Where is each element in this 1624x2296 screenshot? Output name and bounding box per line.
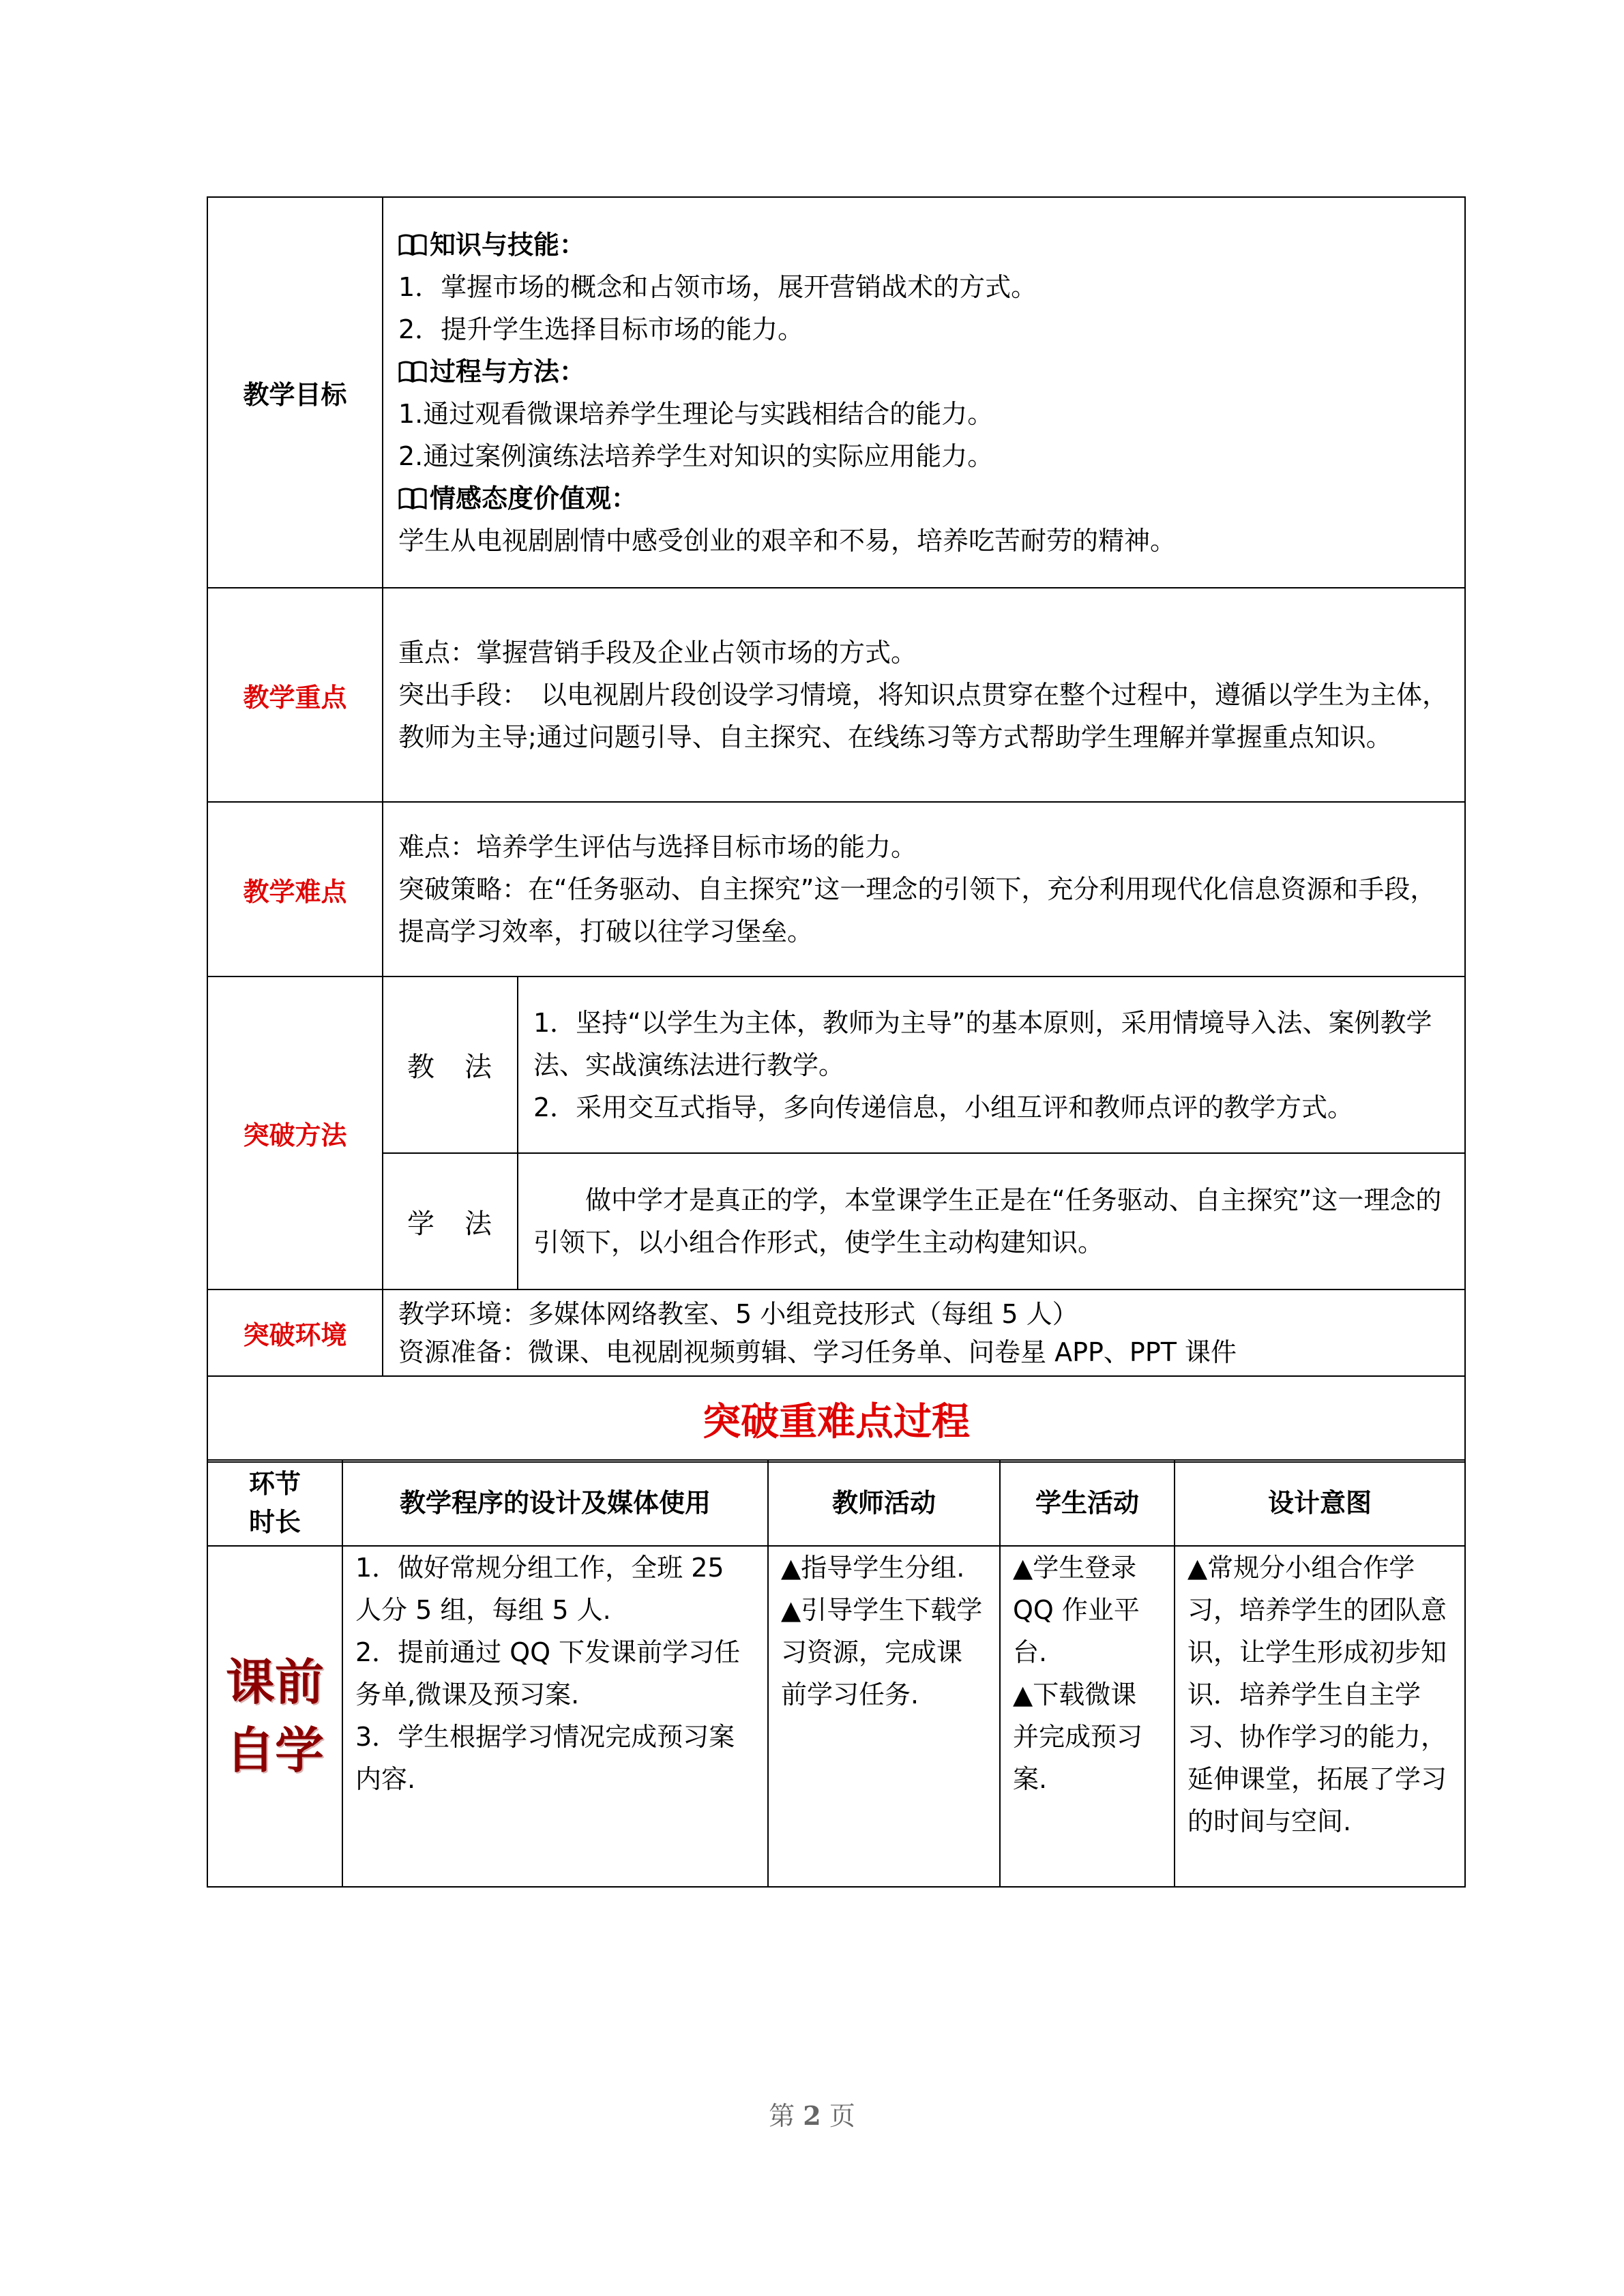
book-icon bbox=[398, 234, 427, 256]
difficulty-line: 难点：培养学生评估与选择目标市场的能力。 bbox=[398, 832, 917, 862]
intent-header: 设计意图 bbox=[1175, 1460, 1465, 1546]
design-item: 1．做好常规分组工作，全班 25 人分 5 组，每组 5 人. bbox=[355, 1553, 724, 1625]
knowledge-item: 1．掌握市场的概念和占领市场，展开营销战术的方式。 bbox=[398, 271, 1037, 302]
learning-method-label: 学 法 bbox=[383, 1153, 518, 1289]
learning-method-text: 做中学才是真正的学，本堂课学生正是在“任务驱动、自主探究”这一理念的引领下，以小组合作形式，使学生主动构建知识。 bbox=[533, 1185, 1442, 1257]
process-title-row bbox=[207, 1376, 1465, 1462]
process-section-title: 突破重难点过程 bbox=[207, 1376, 1465, 1462]
environment-content bbox=[383, 1289, 1465, 1376]
lesson-plan-table bbox=[207, 196, 1466, 1463]
difficulties-content bbox=[383, 802, 1465, 976]
design-item: 3．学生根据学习情况完成预习案内容. bbox=[355, 1722, 735, 1794]
key-point-line: 重点：掌握营销手段及企业占领市场的方式。 bbox=[398, 638, 917, 668]
teaching-method-item: 1．坚持“以学生为主体，教师为主导”的基本原则，采用情境导入法、案例教学法、实战演练法进行教学。 bbox=[533, 1007, 1432, 1080]
environment-line: 资源准备：微课、电视剧视频剪辑、学习任务单、问卷星 APP、PPT 课件 bbox=[398, 1337, 1237, 1367]
process-item: 1.通过观看微课培养学生理论与实践相结合的能力。 bbox=[398, 398, 994, 429]
knowledge-item: 2．提升学生选择目标市场的能力。 bbox=[398, 314, 804, 344]
difficulty-line: 突破策略：在“任务驱动、自主探究”这一理念的引领下，充分利用现代化信息资源和手段，提高学习效率，打破以往学习堡垒。 bbox=[398, 874, 1436, 946]
key-points-label: 教学重点 bbox=[207, 588, 383, 802]
emotion-item: 学生从电视剧剧情中感受创业的艰辛和不易，培养吃苦耐劳的精神。 bbox=[398, 525, 1177, 556]
environment-line: 教学环境：多媒体网络教室、5 小组竞技形式（每组 5 人） bbox=[398, 1298, 1078, 1329]
objectives-label: 教学目标 bbox=[207, 197, 383, 588]
intent-cell bbox=[1175, 1546, 1465, 1887]
key-points-row bbox=[207, 588, 1465, 802]
design-item: 2．提前通过 QQ 下发课前学习任务单,微课及预习案. bbox=[355, 1637, 741, 1710]
key-point-line: 突出手段： 以电视剧片段创设学习情境，将知识点贯穿在整个过程中，遵循以学生为主体，教师为主导;通过问题引导、自主探究、在线练习等方式帮助学生理解并掌握重点知识。 bbox=[398, 680, 1449, 752]
difficulties-label: 教学难点 bbox=[207, 802, 383, 976]
process-table bbox=[207, 1459, 1466, 1888]
book-icon bbox=[398, 361, 427, 383]
teacher-item: ▲指导学生分组. bbox=[781, 1553, 965, 1583]
teaching-method-label: 教 法 bbox=[383, 976, 518, 1153]
objectives-content bbox=[383, 197, 1465, 588]
difficulties-row bbox=[207, 802, 1465, 976]
emotion-heading: 情感态度价值观： bbox=[398, 477, 1449, 520]
process-heading: 过程与方法： bbox=[398, 351, 1449, 393]
process-header-row bbox=[207, 1460, 1465, 1546]
intent-item: ▲常规分小组合作学习，培养学生的团队意识，让学生形成初步知识．培养学生自主学习、协作学习的能力，延伸课堂，拓展了学习的时间与空间. bbox=[1187, 1553, 1447, 1836]
phase-cell: 课前 自学 bbox=[207, 1546, 342, 1887]
table-row bbox=[207, 1546, 1465, 1887]
objectives-row bbox=[207, 197, 1465, 588]
student-item: ▲下载微课并完成预习案. bbox=[1013, 1680, 1143, 1794]
teaching-method-item: 2．采用交互式指导，多向传递信息，小组互评和教师点评的教学方式。 bbox=[533, 1092, 1354, 1122]
process-item: 2.通过案例演练法培养学生对知识的实际应用能力。 bbox=[398, 441, 994, 471]
knowledge-heading: 知识与技能： bbox=[398, 224, 1449, 266]
methods-label: 突破方法 bbox=[207, 976, 383, 1289]
environment-row bbox=[207, 1289, 1465, 1376]
book-icon bbox=[398, 488, 427, 509]
design-cell bbox=[342, 1546, 768, 1887]
teaching-method-row bbox=[207, 976, 1465, 1153]
teacher-cell bbox=[768, 1546, 1000, 1887]
key-points-content bbox=[383, 588, 1465, 802]
teaching-method-content bbox=[518, 976, 1465, 1153]
student-cell bbox=[1000, 1546, 1175, 1887]
teacher-item: ▲引导学生下载学习资源，完成课前学习任务. bbox=[781, 1595, 983, 1710]
student-item: ▲学生登录 QQ 作业平台. bbox=[1013, 1553, 1140, 1667]
environment-label: 突破环境 bbox=[207, 1289, 383, 1376]
design-header: 教学程序的设计及媒体使用 bbox=[342, 1460, 768, 1546]
teacher-header: 教师活动 bbox=[768, 1460, 1000, 1546]
learning-method-row bbox=[207, 1153, 1465, 1289]
phase-header: 环节 时长 bbox=[207, 1460, 342, 1546]
learning-method-content bbox=[518, 1153, 1465, 1289]
student-header: 学生活动 bbox=[1000, 1460, 1175, 1546]
page-number: 第 2 页 bbox=[769, 2100, 855, 2131]
